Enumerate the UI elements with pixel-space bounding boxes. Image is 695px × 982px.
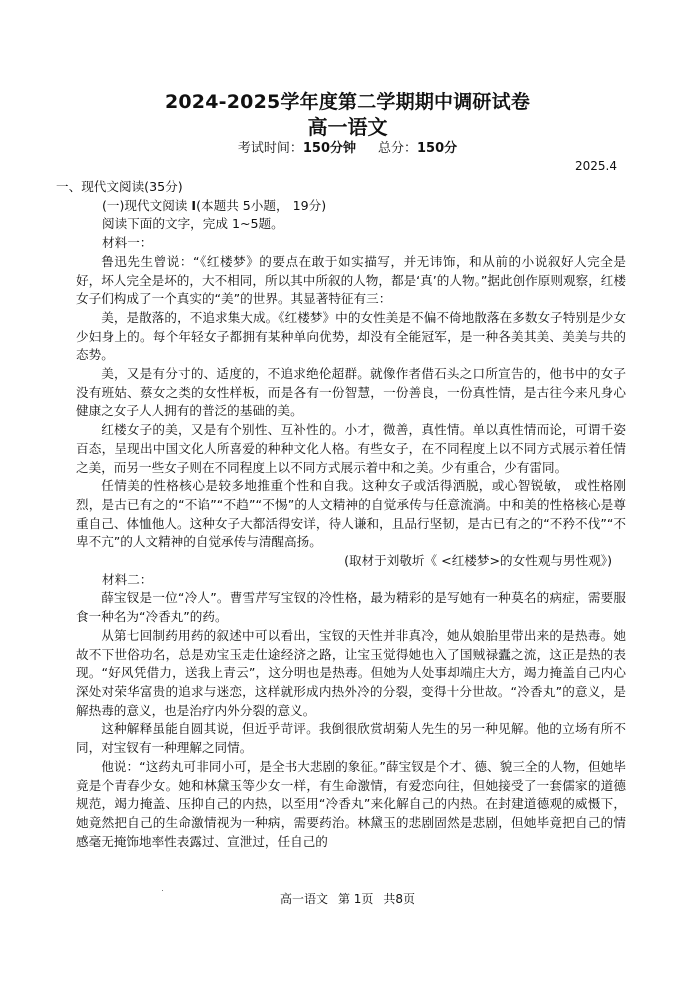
material1-paragraph: 美，是散落的，不追求集大成。《红楼梦》中的女性美是不偏不倚地散落在多数女子特别是少女少妇身上的。每个年轻女子都拥有某种单向优势，却没有全能冠军，是一种各美其美、美美与共的态势。 bbox=[76, 309, 626, 363]
material2-label: 材料二： bbox=[102, 571, 153, 587]
footer-total-pages: 共8页 bbox=[383, 892, 416, 906]
part-heading-rest: (本题共 5小题， 19分) bbox=[196, 197, 327, 213]
material1-paragraph: 任情美的性格核心是较多地推重个性和自我。这种女子或活得洒脱，或心智锐敏， 或性格刚烈，是古已有之的“不谄”“不趋”“不惕”的人文精神的自觉承传与任意流淌。中和美的性格核心是尊重自己、体恤他人。这种女子大都活得安详，待人谦和，且品行坚韧，是古已有之的“不矜不伐”“不卑不亢”的人文精神的自觉承传与清醒高扬。 bbox=[76, 478, 626, 550]
page-footer bbox=[0, 891, 695, 907]
material2-paragraph: 他说：“这药丸可非同小可，是全书大悲剧的象征。”薛宝钗是个才、德、貌三全的人物，但她毕竟是个青春少女。她和林黛玉等少女一样，有生命激情，有爱恋向往，但她接受了一套儒家的道德规范，竭力掩盖、压抑自己的内热，以至用“冷香丸”来化解自己的内热。在封建道德观的威慑下，她竟然把自己的生命激情视为一种病，需要药治。林黛玉的悲剧固然是悲剧，但她毕竟把自己的情感毫无掩饰地率性表露过、宣泄过，任自己的 bbox=[76, 758, 626, 849]
exam-content bbox=[56, 178, 626, 851]
material2-paragraph: 从第七回制药用药的叙述中可以看出，宝钗的天性并非真冷，她从娘胎里带出来的是热毒。她故不下世俗功名，总是劝宝玉走仕途经济之路，让宝玉觉得她也入了国贼禄蠹之流，这正是热的表现。“好风凭借力，送我上青云”，这分明也是热毒。但她为人处事却端庄大方，竭力掩盖自己内心深处对荣华富贵的追求与迷恋，这样就形成内热外冷的分裂，变得十分世故。“冷香丸”的意义，是解热毒的意义，也是治疗内外分裂的意义。 bbox=[76, 627, 626, 718]
part-heading bbox=[102, 197, 626, 216]
material2-paragraph: 这种解释虽能自圆其说，但近乎苛评。我倒很欣赏胡菊人先生的另一种见解。他的立场有所不同，对宝钗有一种理解之同情。 bbox=[76, 721, 626, 756]
instruction: 阅读下面的文字，完成 1~5题。 bbox=[102, 216, 284, 232]
part-heading-numeral: I bbox=[191, 197, 197, 213]
material1-paragraph: 鲁迅先生曾说：“《红楼梦》的要点在敢于如实描写，并无讳饰，和从前的小说叙好人完全是好，坏人完全是坏的，大不相同，所以其中所叙的人物，都是‘真’的人物。”据此创作原则观察，红楼女子们构成了一个真实的“美”的世界。其显著特征有三： bbox=[76, 253, 626, 307]
material2-paragraph: 薛宝钗是一位“冷人”。曹雪芹写宝钗的冷性格，最为精彩的是写她有一种莫名的病症，需要服食一种名为“冷香丸”的药。 bbox=[76, 590, 626, 625]
exam-info bbox=[0, 140, 695, 158]
material1-label: 材料一： bbox=[102, 235, 153, 251]
footer-page: 第 1页 bbox=[337, 892, 374, 906]
material1-paragraph: 美，又是有分寸的、适度的，不追求绝伦超群。就像作者借石头之口所宣告的，他书中的女子没有班姑、蔡女之类的女性样板，而是各有一份智慧，一份善良，一份真性情，是古往今来凡身心健康之女子人人拥有的普泛的基础的美。 bbox=[76, 366, 626, 419]
section-heading: 一、现代文阅读(35分) bbox=[56, 179, 183, 194]
total-score-label: 总分： bbox=[378, 141, 418, 156]
material1-citation: (取材于刘敬圻《 <红楼梦>的女性观与男性观》) bbox=[344, 553, 612, 569]
exam-time-value: 150分钟 bbox=[302, 141, 356, 156]
material1-paragraph: 红楼女子的美，又是有个别性、互补性的。小才，微善，真性情。单以真性情而论，可谓千姿百态，呈现出中国文化人所喜爱的种种文化人格。有些女子，在不同程度上以不同方式展示着任情之美，而另一些女子则在不同程度上以不同方式展示着中和之美。少有重合，少有雷同。 bbox=[76, 422, 626, 475]
total-score-value: 150分 bbox=[417, 141, 458, 156]
part-heading-prefix: (一)现代文阅读 bbox=[102, 197, 188, 213]
exam-subject: 高一语文 bbox=[307, 115, 388, 139]
exam-title: 2024-2025学年度第二学期期中调研试卷 bbox=[164, 91, 531, 113]
exam-time-label: 考试时间： bbox=[237, 141, 303, 156]
exam-date: 2025.4 bbox=[575, 159, 617, 173]
footer-subject: 高一语文 bbox=[279, 892, 328, 906]
